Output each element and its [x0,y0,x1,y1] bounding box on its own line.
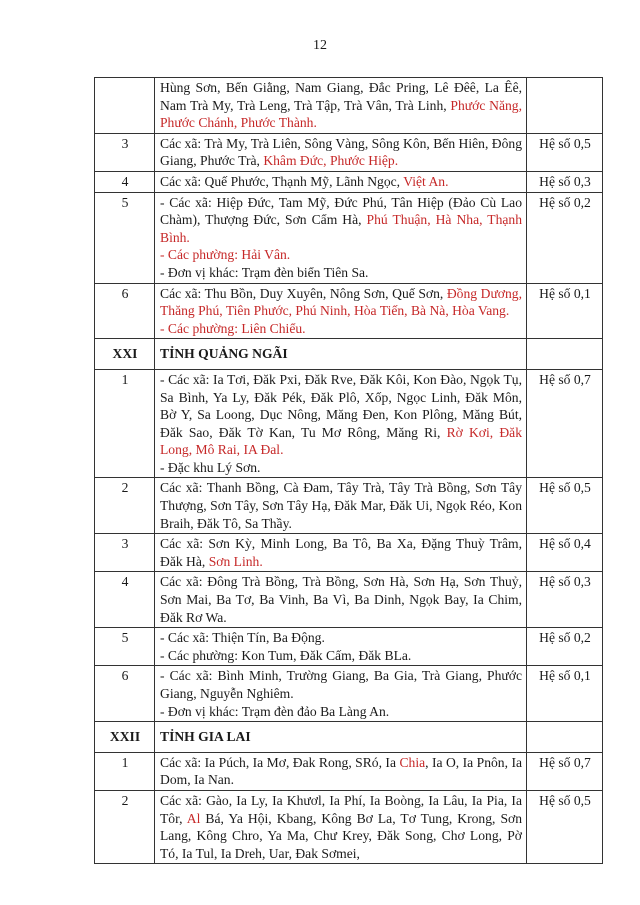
row-number: 1 [95,369,155,478]
coefficient-value: Hệ số 0,3 [527,572,603,628]
table-row [95,790,603,863]
commune-paragraph [160,647,522,665]
coefficient-value [527,78,603,134]
commune-list [155,283,527,339]
commune-list [155,478,527,534]
text-segment: Các xã: Gào, Ia Ly, Ia Khươl, Ia Phí, Ia Boòng, Ia Lâu, Ia Pia, Ia Tôr, [160,792,522,826]
text-segment: Các xã: Thanh Bồng, Cà Đam, Tây Trà, Tây Trà Bồng, Sơn Tây Thượng, Sơn Tây, Sơn Tây Hạ, Đăk Mar, Đăk Ui, Ngọk Réo, Kon Braih, Đăk Tô, Sa Thầy. [160,480,522,531]
row-number: 3 [95,534,155,572]
section-number: XXII [95,722,155,753]
text-segment: Các xã: Ia Púch, Ia Mơ, Đak Rong, SRó, Ia [160,754,400,770]
row-number: 5 [95,628,155,666]
coefficient-value [527,722,603,753]
commune-list [155,752,527,790]
highlighted-text: - Các phường: Liên Chiểu. [160,320,306,336]
coefficient-value: Hệ số 0,2 [527,192,603,283]
commune-list [155,369,527,478]
province-title: TỈNH GIA LAI [155,722,527,753]
highlighted-text: Phước Năng, Phước Chánh, Phước Thành. [160,97,522,131]
commune-list [155,628,527,666]
text-segment: Hùng Sơn, Bến Giằng, Nam Giang, Đắc Pring, Lê Đêê, La Êê, Nam Trà My, Trà Leng, Trà Tập, Trà Vân, Trà Linh, [160,80,522,113]
table-row [95,572,603,628]
commune-paragraph [160,264,522,282]
coefficient-value: Hệ số 0,7 [527,369,603,478]
coefficient-table [94,77,603,864]
coefficient-value: Hệ số 0,7 [527,752,603,790]
text-segment: - Đặc khu Lý Sơn. [160,459,261,475]
commune-paragraph [160,535,522,570]
text-segment: - Đơn vị khác: Trạm đèn biển Tiên Sa. [160,264,369,280]
commune-list [155,790,527,863]
section-number: XXI [95,339,155,370]
coefficient-value [527,339,603,370]
text-segment: - Các xã: Thiện Tín, Ba Động. [160,630,325,646]
row-number: 1 [95,752,155,790]
highlighted-text: Đồng Dương, Thăng Phú, Tiên Phước, Phú Ninh, Hòa Tiến, Bà Nà, Hòa Vang. [160,285,522,319]
commune-list [155,171,527,192]
coefficient-value: Hệ số 0,1 [527,666,603,722]
coefficient-value: Hệ số 0,5 [527,790,603,863]
commune-paragraph [160,320,522,338]
highlighted-text: Rờ Kơi, Đăk Long, Mô Rai, IA Đal. [160,424,522,458]
commune-paragraph [160,194,522,247]
commune-paragraph [160,371,522,459]
text-segment: - Các xã: Ia Tơi, Đăk Pxi, Đăk Rve, Đăk Kôi, Kon Đào, Ngọk Tụ, Sa Bình, Ya Ly, Đăk Pék, Đăk Plô, Xốp, Ngọc Linh, Đăk Môn, Bờ Y, Sa Loong, Dục Nông, Măng Đen, Kon Plông, Măng Bút, Đăk Sao, Đăk Tờ Kan, Tu Mơ Rông, Măng Ri, [160,371,522,440]
commune-paragraph [160,246,522,264]
commune-list [155,78,527,134]
commune-list [155,133,527,171]
table-row [95,171,603,192]
text-segment: , Ia O, Ia Pnôn, Ia Dom, Ia Nan. [160,754,523,788]
coefficient-value: Hệ số 0,1 [527,283,603,339]
commune-list [155,666,527,722]
highlighted-text: Chia [399,754,426,770]
text-segment: Các xã: Sơn Kỳ, Minh Long, Ba Tô, Ba Xa, Đặng Thuỳ Trâm, Đăk Hà, [160,536,522,569]
row-number: 5 [95,192,155,283]
commune-list [155,192,527,283]
row-number: 4 [95,171,155,192]
table-row [95,78,603,134]
commune-list [155,572,527,628]
text-segment: Các xã: Thu Bồn, Duy Xuyên, Nông Sơn, Quế Sơn, [160,285,447,301]
province-heading-row [95,339,603,370]
commune-paragraph [160,573,522,626]
coefficient-value: Hệ số 0,3 [527,171,603,192]
highlighted-text: Việt An. [403,173,449,189]
highlighted-text: Phú Thuận, Hà Nha, Thạnh Bình. [160,212,522,245]
highlighted-text: Sơn Linh. [208,553,263,569]
province-title: TỈNH QUẢNG NGÃI [155,339,527,370]
highlighted-text: Khâm Đức, Phước Hiệp. [263,153,399,169]
commune-paragraph [160,173,522,191]
text-segment: - Các xã: Hiệp Đức, Tam Mỹ, Đức Phú, Tân Hiệp (Đảo Cù Lao Chàm), Thượng Đức, Sơn Cẩm Hà, [160,194,522,228]
table-row [95,192,603,283]
commune-paragraph [160,135,522,170]
text-segment: Các xã: Quế Phước, Thạnh Mỹ, Lãnh Ngọc, [160,173,404,189]
table-row [95,666,603,722]
text-segment: - Các xã: Bình Minh, Trường Giang, Ba Gia, Trà Giang, Phước Giang, Nguyễn Nghiêm. [160,668,522,701]
commune-paragraph [160,629,522,647]
row-number: 4 [95,572,155,628]
table-row [95,628,603,666]
table-body [95,78,603,864]
commune-paragraph [160,792,522,862]
table-row [95,369,603,478]
row-number: 2 [95,790,155,863]
row-number: 6 [95,283,155,339]
highlighted-text: - Các phường: Hải Vân. [160,247,291,263]
commune-paragraph [160,667,522,702]
commune-list [155,534,527,572]
commune-paragraph [160,459,522,477]
table-row [95,534,603,572]
commune-paragraph [160,79,522,132]
coefficient-value: Hệ số 0,4 [527,534,603,572]
table-row [95,283,603,339]
row-number [95,78,155,134]
coefficient-value: Hệ số 0,2 [527,628,603,666]
province-heading-row [95,722,603,753]
row-number: 2 [95,478,155,534]
page-number: 12 [313,38,327,53]
commune-paragraph [160,285,522,320]
commune-paragraph [160,703,522,721]
commune-paragraph [160,479,522,532]
text-segment: - Các phường: Kon Tum, Đăk Cấm, Đăk BLa. [160,647,412,663]
highlighted-text: Al [186,810,201,826]
table-row [95,133,603,171]
row-number: 3 [95,133,155,171]
commune-paragraph [160,754,522,789]
coefficient-value: Hệ số 0,5 [527,478,603,534]
table-row [95,478,603,534]
table-row [95,752,603,790]
row-number: 6 [95,666,155,722]
text-segment: Các xã: Trà My, Trà Liên, Sông Vàng, Sông Kôn, Bến Hiên, Đông Giang, Phước Trà, [160,135,522,169]
text-segment: Các xã: Đông Trà Bồng, Trà Bồng, Sơn Hà, Sơn Hạ, Sơn Thuỷ, Sơn Mai, Ba Tơ, Ba Vinh, Ba Vì, Ba Dinh, Ngọk Bay, Ia Chim, Đăk Rơ Wa. [160,574,522,625]
coefficient-value: Hệ số 0,5 [527,133,603,171]
text-segment: Bá, Ya Hội, Kbang, Kông Bơ La, Tơ Tung, Krong, Sơn Lang, Kông Chro, Ya Ma, Chư Krey, Đăk Song, Chơ Long, Pờ Tó, Ia Tul, Ia Dreh, Uar, Đak Sơmei, [160,810,522,861]
text-segment: - Đơn vị khác: Trạm đèn đảo Ba Làng An. [160,703,390,719]
